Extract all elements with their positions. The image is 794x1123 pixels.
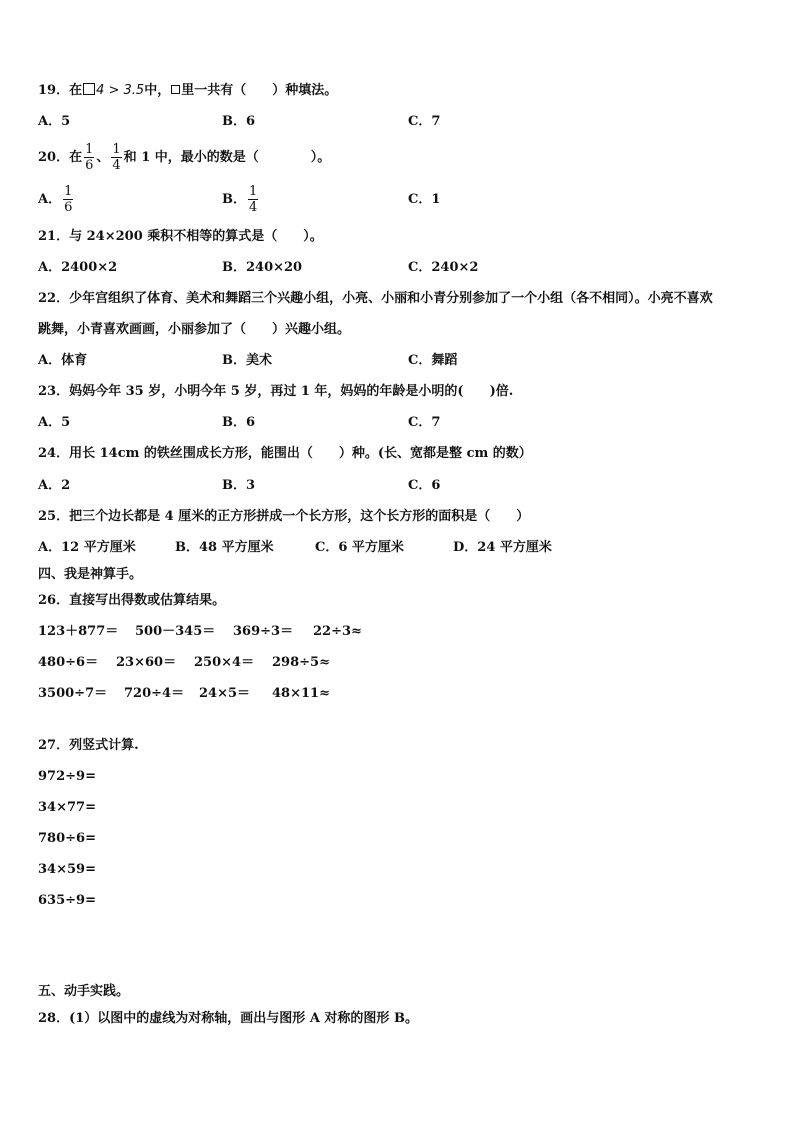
q20-option-a-label: A． [38, 192, 62, 207]
q26-item: 369÷3＝ [233, 624, 294, 639]
q23-option-b[interactable]: B．6 [222, 415, 256, 430]
q20-option-a-fraction: $\frac{1}{6}$ [64, 184, 73, 215]
q20-option-b-fraction: $\frac{1}{4}$ [249, 184, 258, 215]
q25-option-c[interactable]: C．6 平方厘米 [315, 540, 404, 555]
q24-option-b[interactable]: B．3 [222, 478, 256, 493]
q26-item: 480÷6＝ [38, 655, 99, 670]
blank-box [83, 83, 95, 95]
q27-item: 34×59= [38, 862, 96, 877]
question-21: 21．与 24×200 乘积不相等的算式是（ ）。 [38, 229, 323, 244]
question-25: 25．把三个边长都是 4 厘米的正方形拼成一个长方形，这个长方形的面积是（ ） [38, 509, 530, 524]
q20-option-b-label: B． [222, 192, 246, 207]
q23-option-a[interactable]: A．5 [38, 415, 71, 430]
q21-option-c[interactable]: C．240×2 [408, 260, 479, 275]
q20-fraction-1: $\frac{1}{6}$ [85, 142, 94, 173]
q19-suffix: 里一共有（ ）种填法。 [181, 83, 338, 98]
q27-item: 972÷9= [38, 769, 96, 784]
q26-item: 48×11≈ [272, 686, 330, 701]
question-23: 23．妈妈今年 35 岁，小明今年 5 岁，再过 1 年，妈妈的年龄是小明的( )倍. [38, 384, 514, 399]
q20-option-a[interactable] [38, 182, 75, 218]
q19-expression: 4 > 3.5 [96, 83, 145, 98]
q26-item: 24×5＝ [199, 686, 251, 701]
q25-option-a[interactable]: A．12 平方厘米 [38, 540, 136, 555]
q25-option-b[interactable]: B．48 平方厘米 [175, 540, 274, 555]
q27-item: 34×77= [38, 800, 96, 815]
q21-option-b[interactable]: B．240×20 [222, 260, 303, 275]
question-22-line-1: 22．少年宫组织了体育、美术和舞蹈三个兴趣小组，小亮、小丽和小青分别参加了一个小组（各不相同）。小亮不喜欢 [38, 291, 713, 306]
q20-fraction-2: $\frac{1}{4}$ [112, 142, 121, 173]
question-28: 28．(1）以图中的虚线为对称轴，画出与图形 A 对称的图形 B。 [38, 1011, 418, 1026]
q19-prefix: 19．在 [38, 83, 83, 98]
q26-item: 23×60＝ [116, 655, 177, 670]
q27-item: 635÷9= [38, 893, 96, 908]
q26-item: 3500÷7＝ [38, 686, 108, 701]
question-24: 24．用长 14cm 的铁丝围成长方形，能围出（ ）种。(长、宽都是整 cm 的数） [38, 446, 532, 461]
question-22-line-2: 跳舞，小青喜欢画画，小丽参加了（ ）兴趣小组。 [38, 322, 351, 337]
q25-option-d[interactable]: D．24 平方厘米 [453, 540, 552, 555]
q26-item: 22÷3≈ [313, 624, 362, 639]
question-26: 26．直接写出得数或估算结果。 [38, 593, 226, 608]
question-27: 27．列竖式计算. [38, 738, 139, 753]
q22-option-b[interactable]: B．美术 [222, 353, 272, 368]
q27-item: 780÷6= [38, 831, 96, 846]
q19-option-c[interactable]: C．7 [408, 114, 441, 129]
q26-item: 500－345＝ [135, 624, 216, 639]
q20-sep: 、 [96, 150, 110, 165]
question-19 [38, 82, 337, 100]
q26-item: 123＋877＝ [38, 624, 119, 639]
section-4-heading: 四、我是神算手。 [38, 567, 143, 582]
q20-suffix: 和 1 中，最小的数是（ ）。 [123, 150, 331, 165]
q20-option-c[interactable]: C．1 [408, 192, 441, 207]
q20-option-b[interactable] [222, 182, 260, 218]
q19-middle: 中， [144, 83, 171, 98]
q19-option-a[interactable]: A．5 [38, 114, 71, 129]
question-20 [38, 140, 330, 176]
q26-item: 298÷5≈ [272, 655, 330, 670]
q26-item: 250×4＝ [194, 655, 255, 670]
q22-option-a[interactable]: A．体育 [38, 353, 88, 368]
section-5-heading: 五、动手实践。 [38, 984, 130, 999]
q23-option-c[interactable]: C．7 [408, 415, 441, 430]
q21-option-a[interactable]: A．2400×2 [38, 260, 118, 275]
q19-option-b[interactable]: B．6 [222, 114, 256, 129]
q22-option-c[interactable]: C．舞蹈 [408, 353, 458, 368]
q26-item: 720÷4＝ [124, 686, 185, 701]
blank-box-small [171, 85, 180, 94]
q24-option-c[interactable]: C．6 [408, 478, 441, 493]
q20-prefix: 20．在 [38, 150, 83, 165]
q24-option-a[interactable]: A．2 [38, 478, 71, 493]
